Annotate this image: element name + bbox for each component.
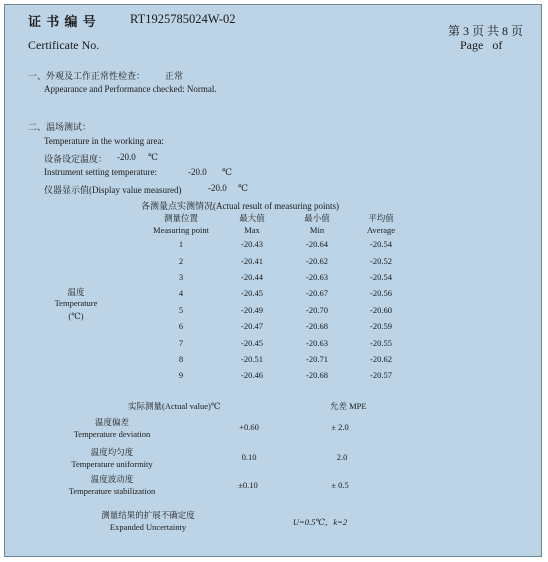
display-value-label: 仪器显示值(Display value measured) [44,185,182,195]
cell-min: -20.68 [306,370,328,381]
table-row [141,302,411,318]
cell-max: -20.47 [241,321,263,332]
cell-min: -20.71 [306,353,328,364]
stabilization-label-en: Temperature stabilization [68,486,156,496]
setting-temp-en-value: -20.0 [188,167,207,177]
uniformity-label-cn: 温度均匀度 [90,447,134,457]
display-value-unit: ℃ [238,183,249,193]
cert-no-label-cn: 证 书 编 号 [28,14,97,29]
stabilization-label-cn: 温度波动度 [90,474,134,484]
table-row [141,367,411,383]
table-row [141,318,411,334]
section1-result: 正常 [165,71,184,81]
row-label-en: Temperature [54,298,98,308]
row-label-cn: 温度 [67,287,85,297]
cell-max: -20.41 [241,255,263,266]
table-row [141,236,411,252]
setting-temp-unit: ℃ [148,152,159,162]
cell-avg: -20.52 [370,255,392,266]
table-row [141,285,411,301]
table-header-row-cn [141,212,411,224]
deviation-label-cn: 温度偏差 [94,417,130,427]
cell-max: -20.51 [241,353,263,364]
cell-min: -20.62 [306,255,328,266]
deviation-mpe: ± 2.0 [331,422,349,432]
cell-point: 7 [178,337,184,348]
deviation-label-en: Temperature deviation [73,429,151,439]
setting-temp-label-cn: 设备设定温度： [44,154,108,164]
uniformity-label-en: Temperature uniformity [71,459,153,469]
cell-min: -20.70 [306,304,328,315]
page-number-cn: 第 3 页 共 8 页 [448,24,524,38]
measurement-table [141,212,411,384]
table-row [141,252,411,268]
cell-avg: -20.62 [370,353,392,364]
cell-avg: -20.55 [370,337,392,348]
cell-point: 3 [178,271,184,282]
actual-value-header: 实际测量(Actual value)℃ [128,401,221,411]
display-value: -20.0 [208,183,227,193]
header-avg-en: Average [366,225,396,235]
table-row [141,269,411,285]
cell-min: -20.67 [306,288,328,299]
cell-avg: -20.54 [370,239,392,250]
cell-avg: -20.56 [370,288,392,299]
stabilization-mpe: ± 0.5 [331,480,349,490]
section1-english: Appearance and Performance checked: Normal. [44,84,217,94]
row-label-unit: (℃) [68,311,84,321]
cell-avg: -20.60 [370,304,392,315]
section1-title: 一、外观及工作正常性检查： [28,71,146,81]
cell-min: -20.63 [306,337,328,348]
cell-point: 1 [178,239,184,250]
cell-min: -20.68 [306,321,328,332]
cell-max: -20.46 [241,370,263,381]
cell-point: 4 [178,288,184,299]
cell-avg: -20.57 [370,370,392,381]
cell-max: -20.43 [241,239,263,250]
uncertainty-label-cn: 测量结果的扩展不确定度 [101,510,195,520]
uncertainty-label-en: Expanded Uncertainty [109,522,187,532]
table-row [141,334,411,350]
deviation-actual: +0.60 [239,422,259,432]
table-title: 各测量点实测情况(Actual result of measuring points) [141,201,339,211]
header-avg-cn: 平均值 [368,213,394,223]
tolerance-header: 允差 MPE [330,401,367,411]
cell-min: -20.64 [306,239,328,250]
header-max-en: Max [244,225,260,235]
section2-title: 二、温场测试： [28,122,92,132]
uniformity-actual: 0.10 [241,452,257,462]
cell-max: -20.44 [241,271,263,282]
cell-point: 8 [178,353,184,364]
table-header-row-en [141,224,411,236]
cell-max: -20.45 [241,288,263,299]
header-point-en: Measuring point [153,225,209,235]
header-min-en: Min [309,225,325,235]
cell-max: -20.49 [241,304,263,315]
uncertainty-value: U=0.5℃，k=2 [292,517,348,527]
table-row [141,351,411,367]
cell-avg: -20.59 [370,321,392,332]
cell-avg: -20.54 [370,271,392,282]
working-area-label: Temperature in the working area: [44,136,164,146]
cell-min: -20.63 [306,271,328,282]
setting-temp-en-unit: ℃ [222,167,233,177]
uniformity-mpe: 2.0 [336,452,348,462]
setting-temp-value: -20.0 [117,152,136,162]
cell-point: 9 [178,370,184,381]
cert-no-label-en: Certificate No. [28,38,100,52]
cell-point: 2 [178,255,184,266]
cell-point: 5 [178,304,184,315]
cell-max: -20.45 [241,337,263,348]
cell-point: 6 [178,321,184,332]
cert-no-value: RT1925785024W-02 [130,12,236,26]
setting-temp-label-en: Instrument setting temperature: [44,167,157,177]
header-point-cn: 测量位置 [163,213,198,223]
header-min-cn: 最小值 [304,213,330,223]
stabilization-actual: ±0.10 [238,480,258,490]
page-number-en: Page of [460,38,503,52]
header-max-cn: 最大值 [239,213,265,223]
